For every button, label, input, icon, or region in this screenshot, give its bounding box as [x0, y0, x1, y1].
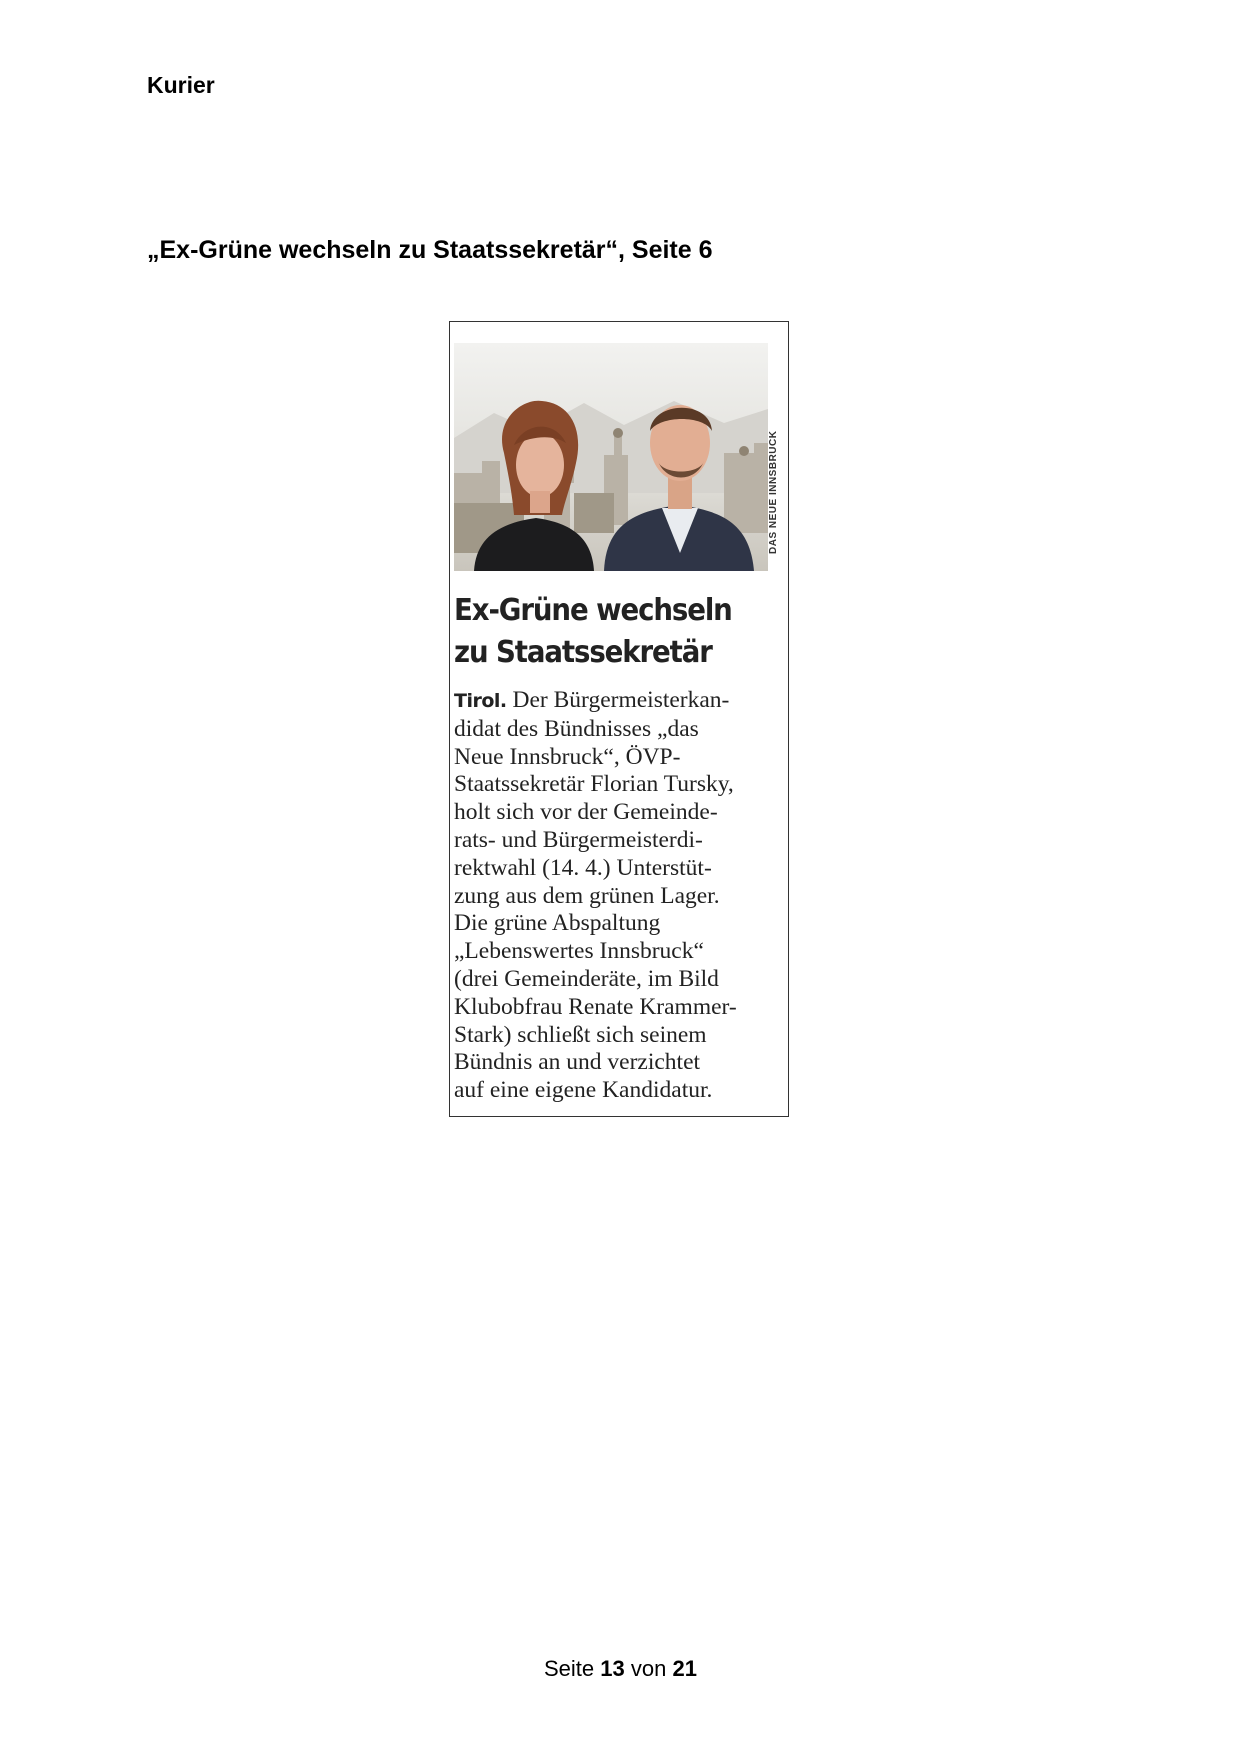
page-label: Seite [544, 1656, 595, 1681]
article-body [454, 687, 784, 1105]
page-footer [0, 1656, 1241, 1682]
body-line: rektwahl (14. 4.) Unterstüt- [454, 854, 712, 881]
publication-name: Kurier [147, 72, 215, 98]
body-line: Bündnis an und verzichtet [454, 1049, 701, 1076]
article-lead: Tirol. [454, 690, 507, 712]
article-reference-title: „Ex-Grüne wechseln zu Staatssekretär“, Seite 6 [147, 236, 713, 264]
body-line: Die grüne Abspaltung [454, 910, 661, 937]
body-line: rats- und Bürgermeisterdi- [454, 826, 703, 853]
headline-line: zu Staatssekretär [454, 635, 712, 670]
body-line: (drei Gemeinderäte, im Bild [454, 965, 719, 992]
current-page-number: 13 [600, 1656, 625, 1681]
article-headline [454, 590, 758, 674]
body-line-text: Der Bürgermeisterkan- [512, 687, 730, 713]
body-line [454, 687, 784, 716]
page-separator: von [630, 1656, 667, 1681]
body-line: didat des Bündnisses „das [454, 715, 699, 742]
body-line: Stark) schließt sich seinem [454, 1021, 707, 1048]
article-photo [454, 343, 768, 571]
body-line: Staatssekretär Florian Tursky, [454, 771, 734, 798]
total-pages-number: 21 [672, 1656, 697, 1681]
body-line: „Lebenswertes Innsbruck“ [454, 938, 704, 965]
headline-line: Ex-Grüne wechseln [454, 593, 732, 628]
body-line: zung aus dem grünen Lager. [454, 882, 720, 909]
photo-credit: DAS NEUE INNSBRUCK [768, 430, 779, 554]
body-line: Klubobfrau Renate Krammer- [454, 993, 737, 1020]
body-line: Neue Innsbruck“, ÖVP- [454, 743, 681, 770]
body-line: auf eine eigene Kandidatur. [454, 1077, 713, 1104]
body-line: holt sich vor der Gemeinde- [454, 799, 718, 826]
newspaper-clipping [449, 321, 789, 1117]
